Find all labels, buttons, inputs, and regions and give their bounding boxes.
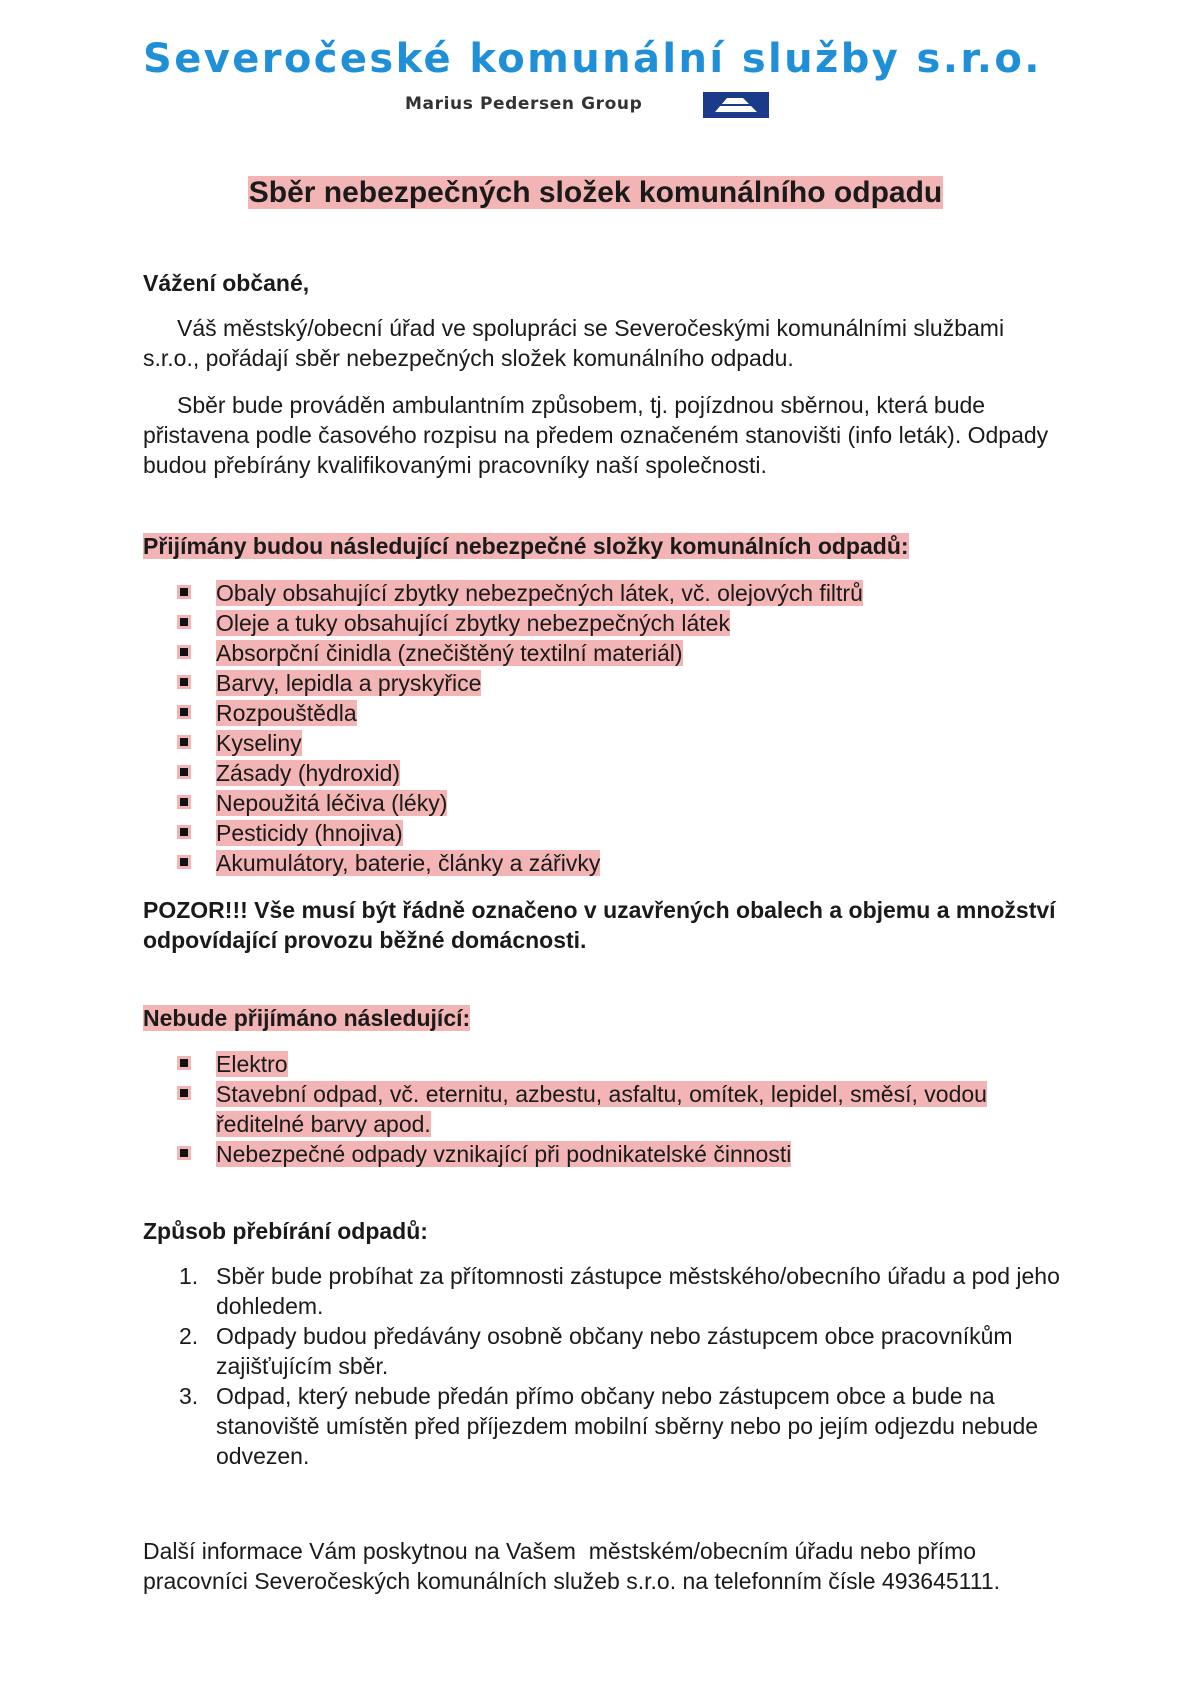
square-bullet-icon bbox=[180, 828, 188, 836]
list-number: 1. bbox=[179, 1263, 199, 1289]
list-item-text: Stavební odpad, vč. eternitu, azbestu, asfaltu, omítek, lepidel, směsí, vodou ředitelné barvy apod. bbox=[216, 1081, 987, 1137]
square-bullet-icon bbox=[180, 708, 188, 716]
square-bullet-icon bbox=[180, 768, 188, 776]
list-item bbox=[143, 668, 1063, 698]
list-item bbox=[143, 1381, 1063, 1471]
square-bullet-icon bbox=[180, 618, 188, 626]
procedure-list bbox=[143, 1261, 1063, 1471]
square-bullet-icon bbox=[180, 588, 188, 596]
list-item-text: Pesticidy (hnojiva) bbox=[216, 820, 403, 846]
square-bullet-icon bbox=[180, 648, 188, 656]
square-bullet-icon bbox=[180, 1059, 188, 1067]
square-bullet-icon bbox=[180, 738, 188, 746]
list-item bbox=[143, 608, 1063, 638]
square-bullet-icon bbox=[180, 858, 188, 866]
list-item bbox=[143, 1079, 1063, 1139]
list-item bbox=[143, 578, 1063, 608]
rejected-heading-text: Nebude přijímáno následující: bbox=[143, 1005, 471, 1031]
company-name-logo: Severočeské komunální služby s.r.o. bbox=[143, 36, 1042, 82]
accepted-list bbox=[143, 578, 1063, 878]
list-item bbox=[143, 638, 1063, 668]
list-item bbox=[143, 1049, 1063, 1079]
document-title-text: Sběr nebezpečných složek komunálního odpadu bbox=[248, 176, 943, 209]
intro-paragraph-1: Váš městský/obecní úřad ve spolupráci se Severočeskými komunálními službami s.r.o., pořádají sběr nebezpečných složek komunálního odpadu. bbox=[143, 315, 1005, 371]
greeting: Vážení občané, bbox=[143, 270, 310, 296]
warning-notice: POZOR!!! Vše musí být řádně označeno v uzavřených obalech a objemu a množství odpovídající provozu běžné domácnosti. bbox=[143, 897, 1056, 953]
list-item-text: Rozpouštědla bbox=[216, 700, 357, 726]
group-name: Marius Pedersen Group bbox=[405, 94, 643, 114]
rejected-list bbox=[143, 1049, 1063, 1169]
list-item-text: Oleje a tuky obsahující zbytky nebezpečných látek bbox=[216, 610, 730, 636]
list-item-text: Nebezpečné odpady vznikající při podnikatelské činnosti bbox=[216, 1141, 792, 1167]
footer-contact-info: Další informace Vám poskytnou na Vašem městském/obecním úřadu nebo přímo pracovníci Severočeských komunálních služeb s.r.o. na telefonním čísle 493645111. bbox=[143, 1538, 1001, 1594]
square-bullet-icon bbox=[180, 1089, 188, 1097]
list-item bbox=[143, 788, 1063, 818]
list-number: 2. bbox=[179, 1323, 199, 1349]
list-item-text: Akumulátory, baterie, články a zářivky bbox=[216, 850, 601, 876]
list-item-text: Absorpční činidla (znečištěný textilní materiál) bbox=[216, 640, 683, 666]
intro-paragraph-2: Sběr bude prováděn ambulantním způsobem, tj. pojízdnou sběrnou, která bude přistavena podle časového rozpisu na předem označeném stanovišti (info leták). Odpady budou přebírány kvalifikovanými pracovníky naší společnosti. bbox=[143, 392, 1049, 478]
list-number: 3. bbox=[179, 1383, 199, 1409]
group-flag-logo-icon bbox=[703, 92, 769, 118]
list-item-text: Elektro bbox=[216, 1051, 288, 1077]
list-item-text: Odpad, který nebude předán přímo občany nebo zástupcem obce a bude na stanoviště umístěn před příjezdem mobilní sběrny nebo po jejím odjezdu nebude odvezen. bbox=[216, 1383, 1039, 1469]
list-item-text: Odpady budou předávány osobně občany nebo zástupcem obce pracovníkům zajišťujícím sběr. bbox=[216, 1323, 1013, 1379]
list-item bbox=[143, 1321, 1063, 1381]
square-bullet-icon bbox=[180, 678, 188, 686]
square-bullet-icon bbox=[180, 798, 188, 806]
document-title bbox=[0, 176, 1191, 210]
list-item-text: Barvy, lepidla a pryskyřice bbox=[216, 670, 482, 696]
list-item bbox=[143, 848, 1063, 878]
list-item bbox=[143, 818, 1063, 848]
list-item-text: Kyseliny bbox=[216, 730, 302, 756]
list-item-text: Nepoužitá léčiva (léky) bbox=[216, 790, 448, 816]
list-item bbox=[143, 728, 1063, 758]
list-item bbox=[143, 698, 1063, 728]
list-item-text: Zásady (hydroxid) bbox=[216, 760, 401, 786]
procedure-heading: Způsob přebírání odpadů: bbox=[143, 1218, 428, 1244]
accepted-heading-text: Přijímány budou následující nebezpečné složky komunálních odpadů: bbox=[143, 533, 909, 559]
accepted-heading bbox=[143, 531, 1063, 561]
rejected-heading bbox=[143, 1003, 1063, 1033]
square-bullet-icon bbox=[180, 1149, 188, 1157]
list-item-text: Obaly obsahující zbytky nebezpečných látek, vč. olejových filtrů bbox=[216, 580, 863, 606]
list-item bbox=[143, 1139, 1063, 1169]
list-item bbox=[143, 1261, 1063, 1321]
list-item-text: Sběr bude probíhat za přítomnosti zástupce městského/obecního úřadu a pod jeho dohledem. bbox=[216, 1263, 1060, 1319]
list-item bbox=[143, 758, 1063, 788]
